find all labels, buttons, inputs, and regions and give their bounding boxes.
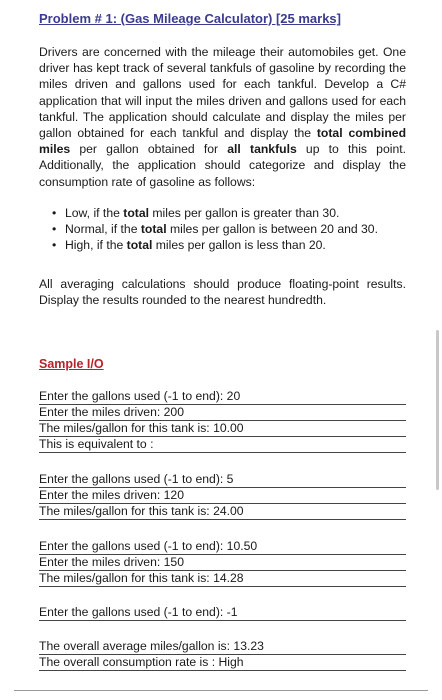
bullet-text: High, if the: [65, 238, 127, 253]
description-run: Drivers are concerned with the mileage their automobiles get. One driver has kept track of several tankfuls of gasoline by recording the miles driven and gallons used for each tankful. Develop a C# application that will input the miles driven and gallons used for each tankful. The application should calculate and display the miles per gallon obtained for each tankful and display the: [39, 45, 406, 141]
bullet-bold: total: [140, 222, 167, 237]
page-divider: [14, 690, 428, 691]
io-line: The miles/gallon for this tank is: 24.00: [39, 504, 406, 520]
bullet-text: miles per gallon is less than 20.: [152, 238, 326, 253]
bullet-text: miles per gallon is between 20 and 30.: [166, 222, 378, 237]
io-line: Enter the gallons used (-1 to end): 10.50: [39, 539, 406, 555]
problem-title: Problem # 1: (Gas Mileage Calculator) [25 marks]: [39, 11, 341, 26]
description-run: up to this point. Additionally, the application should categorize and display the consumption rate of gasoline as follows:: [39, 142, 406, 189]
io-line: Enter the gallons used (-1 to end): 5: [39, 472, 406, 488]
bullet-text: Low, if the: [65, 206, 124, 220]
bullet-icon: •: [52, 206, 57, 220]
io-line: This is equivalent to :: [39, 437, 406, 453]
io-line: The miles/gallon for this tank is: 10.00: [39, 421, 406, 437]
bullet-icon: •: [52, 238, 57, 253]
description-bold-run: all tankfuls: [227, 142, 297, 157]
bullet-bold: total: [123, 206, 149, 220]
io-line: The miles/gallon for this tank is: 14.28: [39, 571, 406, 587]
io-line: Enter the miles driven: 200: [39, 405, 406, 421]
io-line: Enter the gallons used (-1 to end): 20: [39, 389, 406, 405]
io-line: The overall average miles/gallon is: 13.23: [39, 639, 406, 655]
list-item-low: [52, 205, 408, 221]
description-bold-run: total combined miles: [39, 126, 407, 157]
io-line: Enter the miles driven: 120: [39, 488, 406, 504]
list-item-high: [52, 237, 408, 253]
sample-io-title: Sample I/O: [39, 357, 104, 371]
io-line: Enter the gallons used (-1 to end): -1: [39, 605, 406, 621]
vertical-scrollbar[interactable]: [436, 330, 439, 490]
problem-description: [39, 44, 406, 190]
averaging-note: All averaging calculations should produce floating-point results. Display the results rounded to the nearest hundredth.: [39, 277, 406, 308]
bullet-bold: total: [126, 238, 153, 253]
consumption-rate-list: [52, 205, 408, 254]
io-line: Enter the miles driven: 150: [39, 555, 406, 571]
bullet-text: Normal, if the: [65, 222, 141, 237]
description-run: per gallon obtained for: [70, 142, 228, 157]
bullet-icon: •: [52, 222, 57, 237]
bullet-text: miles per gallon is greater than 30.: [149, 206, 340, 220]
list-item-normal: [52, 221, 408, 237]
io-line: The overall consumption rate is : High: [39, 655, 406, 671]
